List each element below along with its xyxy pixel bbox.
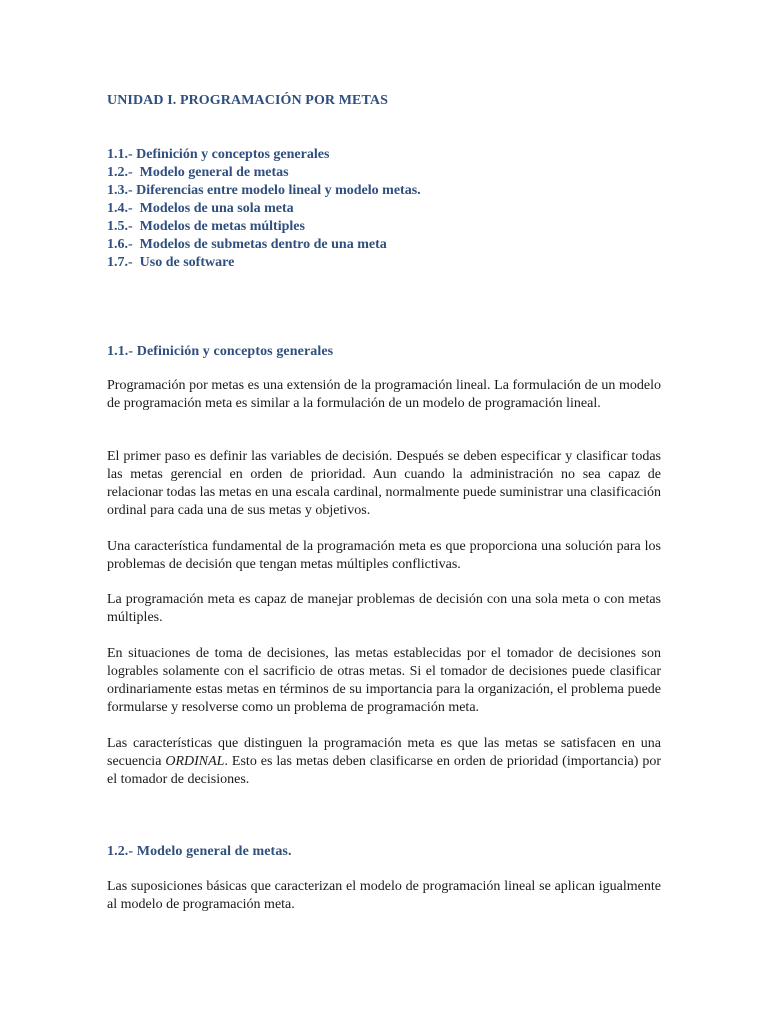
toc-item: 1.2.- Modelo general de metas [107, 165, 289, 180]
table-of-contents [107, 146, 421, 272]
paragraph-text: . Esto es las metas deben clasificarse en orden de prioridad (importancia) por el tomador de decisiones. [107, 754, 661, 787]
body-paragraph: En situaciones de toma de decisiones, las metas establecidas por el tomador de decisiones son logrables solamente con el sacrificio de otras metas. Si el tomador de decisiones puede clasificar ordinariamente estas metas en términos de su importancia para la organización, el problema puede formularse y resolverse como un problema de programación meta. [107, 646, 661, 715]
section-heading: 1.2.- Modelo general de metas. [107, 844, 292, 859]
body-paragraph: Una característica fundamental de la programación meta es que proporciona una solución para los problemas de decisión que tengan metas múltiples conflictivas. [107, 539, 661, 572]
toc-item: 1.5.- Modelos de metas múltiples [107, 219, 305, 234]
toc-item: 1.1.- Definición y conceptos generales [107, 147, 330, 162]
body-paragraph [107, 735, 661, 789]
toc-item: 1.3.- Diferencias entre modelo lineal y modelo metas. [107, 183, 421, 198]
toc-item: 1.4.- Modelos de una sola meta [107, 201, 294, 216]
body-paragraph: Programación por metas es una extensión de la programación lineal. La formulación de un modelo de programación meta es similar a la formulación de un modelo de programación lineal. [107, 378, 661, 411]
section-heading: 1.1.- Definición y conceptos generales [107, 344, 334, 359]
paragraph-text: Las características que distinguen la programación meta es que las metas se satisfacen en una secuencia [107, 736, 661, 769]
toc-item: 1.6.- Modelos de submetas dentro de una meta [107, 237, 387, 252]
emphasized-term: ORDINAL [165, 754, 225, 769]
toc-item: 1.7.- Uso de software [107, 255, 235, 270]
body-paragraph: La programación meta es capaz de manejar problemas de decisión con una sola meta o con metas múltiples. [107, 592, 661, 625]
document-title: UNIDAD I. PROGRAMACIÓN POR METAS [107, 93, 388, 108]
body-paragraph: Las suposiciones básicas que caracterizan el modelo de programación lineal se aplican igualmente al modelo de programación meta. [107, 879, 661, 912]
body-paragraph: El primer paso es definir las variables de decisión. Después se deben especificar y clasificar todas las metas gerencial en orden de prioridad. Aun cuando la administración no sea capaz de relacionar todas las metas en una escala cardinal, normalmente puede suministrar una clasificación ordinal para cada una de sus metas y objetivos. [107, 449, 661, 518]
